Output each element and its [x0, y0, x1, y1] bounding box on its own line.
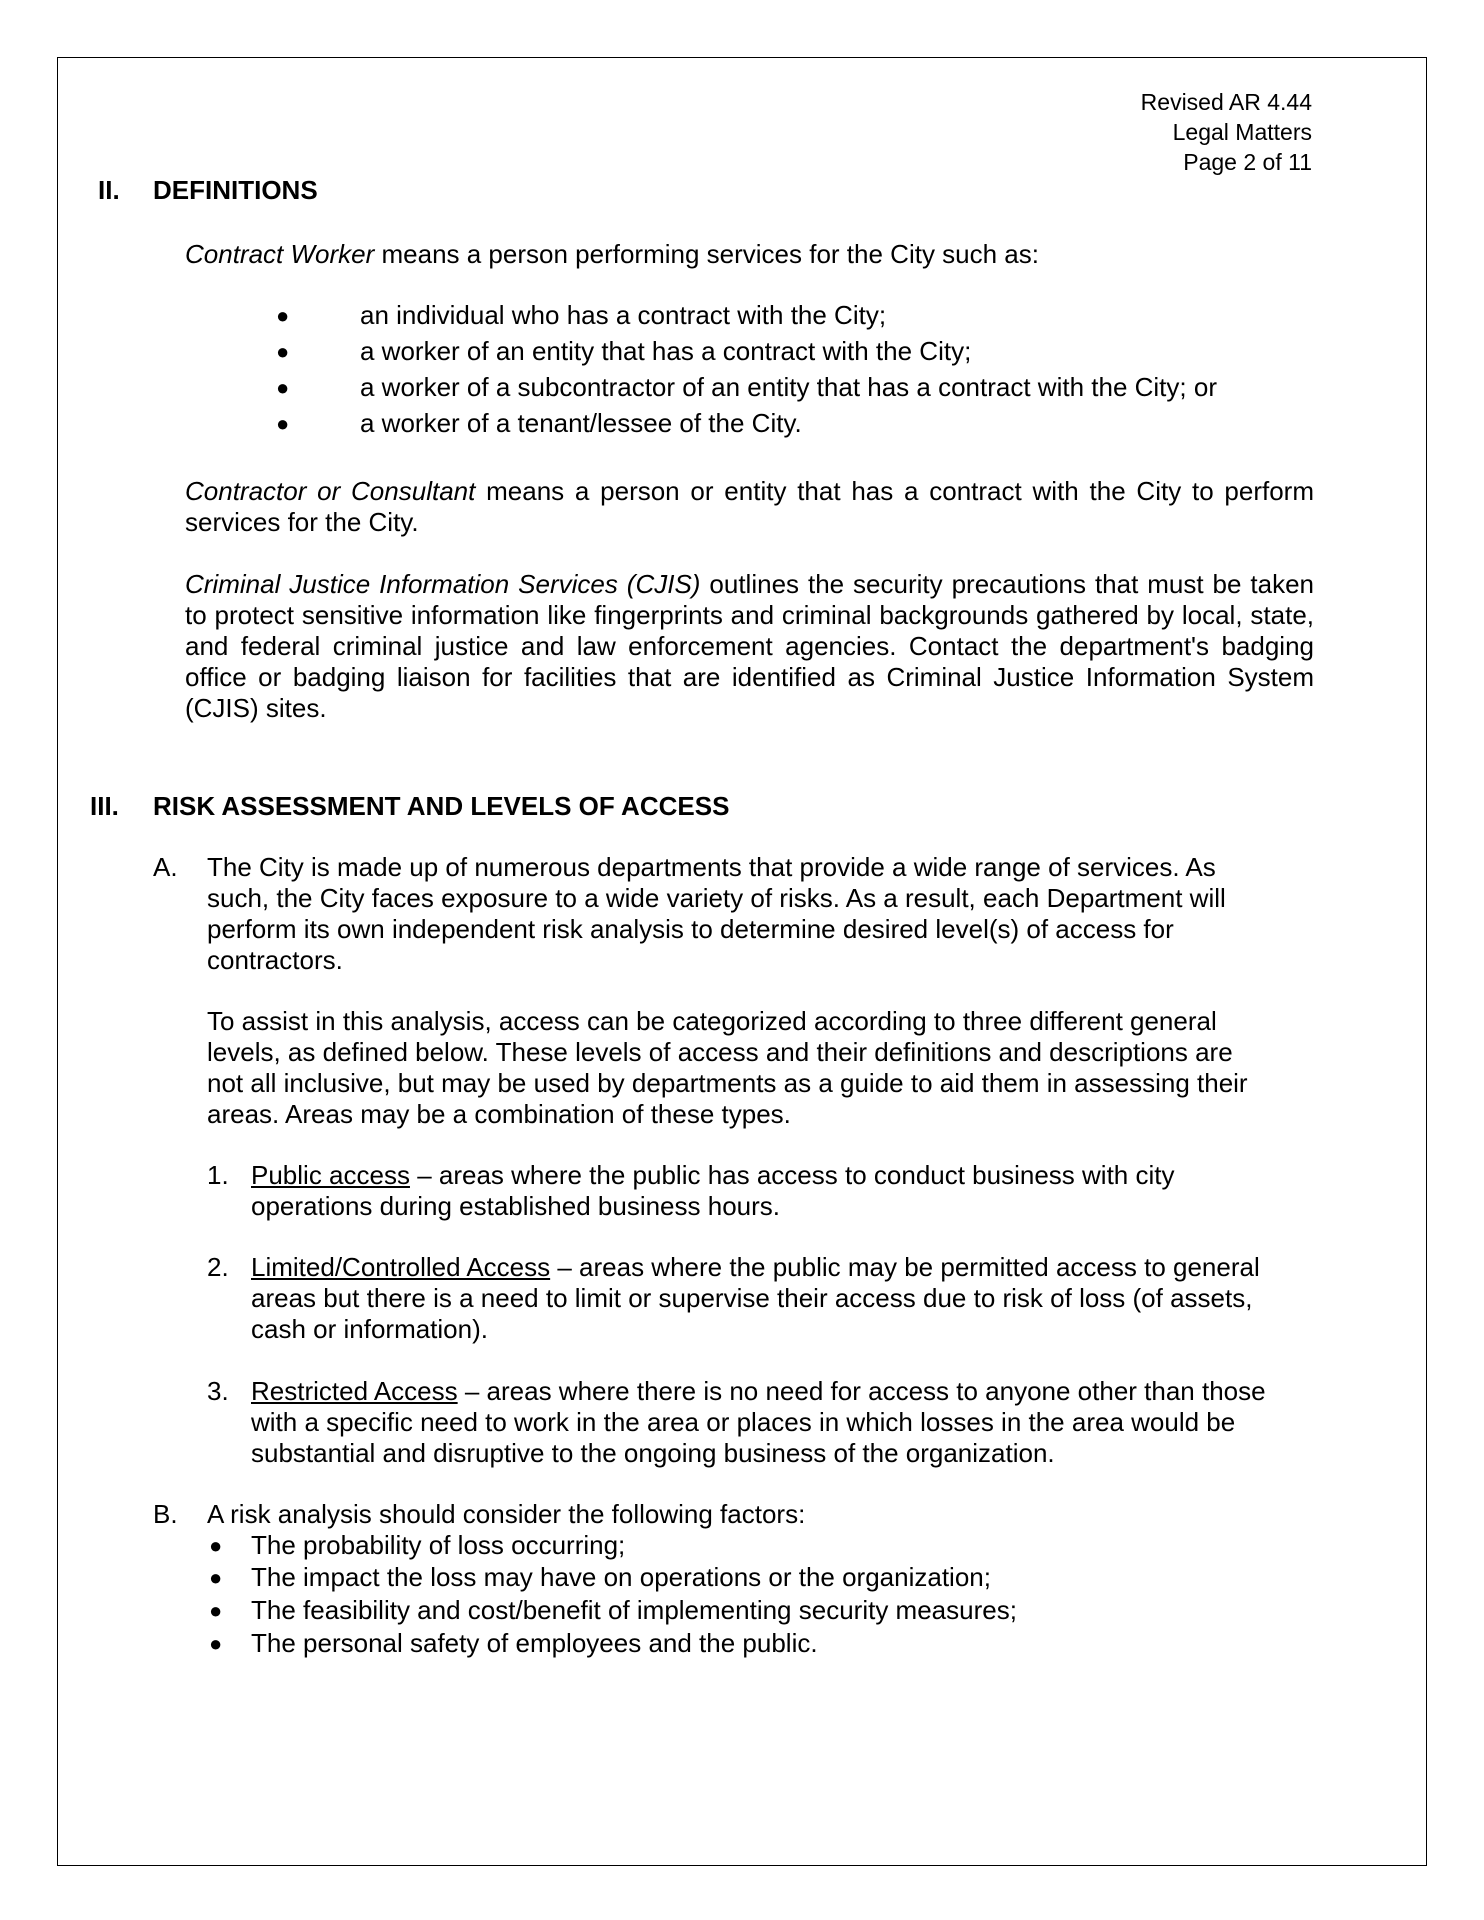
contractor-definition [185, 476, 1314, 538]
level-3-text: Restricted Access – areas where there is no need for access to anyone other than those with a specific need to work in the area or places in which losses in the area would be substantial and disruptive to the ongoing business of the organization. [251, 1376, 1266, 1468]
public-access-term: Public access [251, 1160, 410, 1190]
item-a-assist-text: To assist in this analysis, access can be categorized according to three different general levels, as defined below. These levels of access and their definitions and descriptions are not all inclusive, but may be used by departments as a guide to aid them in assessing their areas. Areas may be a combination of these types. [207, 1006, 1248, 1129]
limited-access-term: Limited/Controlled Access [251, 1252, 551, 1282]
contract-worker-text: means a person performing services for the City such as: [374, 239, 1039, 269]
header-page-number: Page 2 of 11 [1183, 149, 1312, 175]
section-2-number: II. [98, 175, 120, 205]
item-a-label: A. [153, 852, 178, 882]
restricted-access-term: Restricted Access [251, 1376, 458, 1406]
cjis-term: Criminal Justice Information Services (CJIS) [185, 569, 701, 599]
contractor-term: Contractor or Consultant [185, 476, 476, 506]
cjis-text: outlines the security precautions that must be taken to protect sensitive information like fingerprints and criminal backgrounds gathered by local, state, and federal criminal justice and law enforcement agencies. Contact the department's badging office or badging liaison for facilities that are identified as Criminal Justice Information System (CJIS) sites. [185, 569, 1315, 723]
header-revision: Revised AR 4.44 [1140, 89, 1312, 115]
level-2-text: Limited/Controlled Access – areas where the public may be permitted access to general areas but there is a need to limit or supervise their access due to risk of loss (of assets, cash or information). [251, 1252, 1260, 1344]
level-1-text: Public access – areas where the public has access to conduct business with city operations during established business hours. [251, 1160, 1175, 1221]
contract-worker-term: Contract Worker [185, 239, 375, 269]
item-b-label: B. [153, 1499, 178, 1529]
document-header [1141, 87, 1312, 177]
level-3-number: 3. [207, 1376, 229, 1406]
item-a-text: The City is made up of numerous departments that provide a wide range of services. As such, the City faces exposure to a wide variety of risks. As a result, each Department will perform its own independent risk analysis to determine desired level(s) of access for contractors. [207, 852, 1226, 975]
section-3-number: III. [90, 791, 119, 821]
level-1-number: 1. [207, 1160, 229, 1190]
contract-worker-definition [185, 239, 1039, 270]
item-b-intro: A risk analysis should consider the following factors: [207, 1499, 806, 1529]
section-3-title: RISK ASSESSMENT AND LEVELS OF ACCESS [153, 791, 730, 821]
level-2-number: 2. [207, 1252, 229, 1282]
section-2-title: DEFINITIONS [153, 175, 318, 205]
contractor-text: means a person or entity that has a contract with the City to perform services for the City. [185, 476, 1314, 537]
cjis-definition [185, 569, 1314, 724]
header-category: Legal Matters [1172, 119, 1312, 145]
